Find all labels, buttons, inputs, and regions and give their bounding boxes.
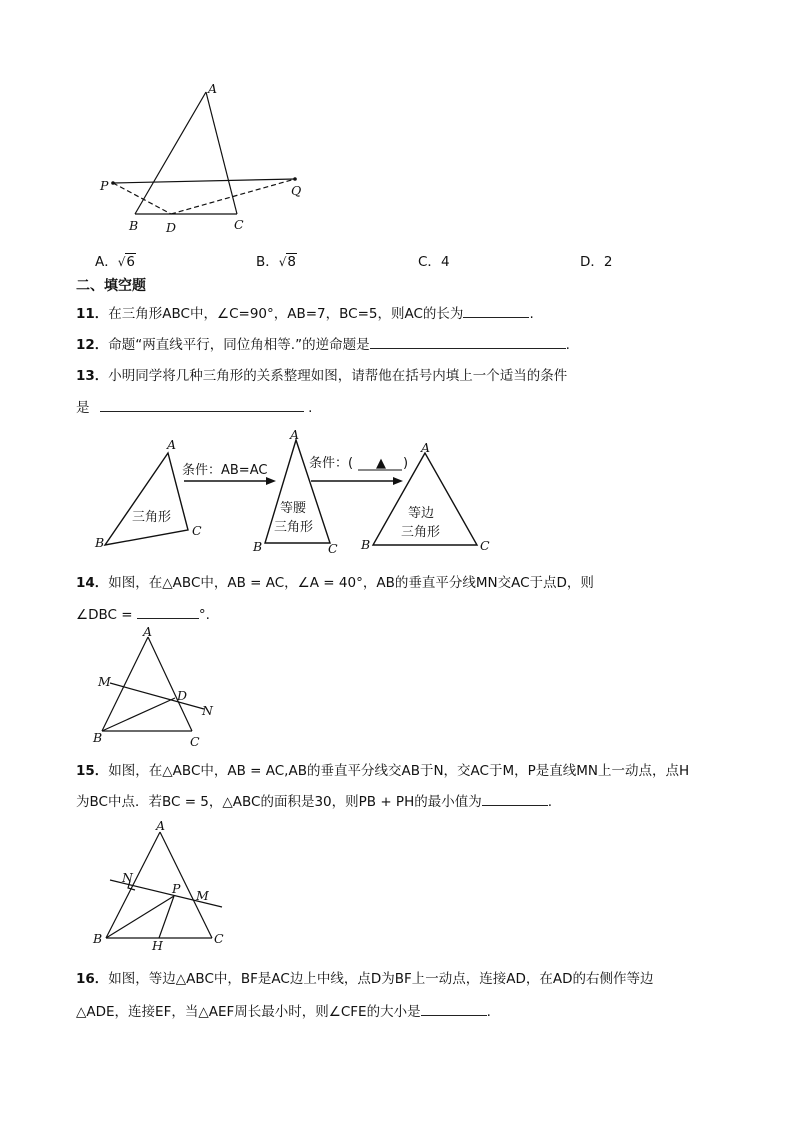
question-13-line2: 是 . [76,396,312,416]
question-14-line2: ∠DBC = °. [76,604,210,623]
t3-B: B [361,537,371,552]
label-P: P [100,178,109,193]
label-A: A [143,625,153,639]
label-C: C [190,734,200,749]
question-15-line2: 为BC中点．若BC = 5，△ABC的面积是30，则PB + PH的最小值为 . [76,790,552,810]
question-13: 13．小明同学将几种三角形的关系整理如图，请帮他在括号内填上一个适当的条件 [76,368,568,384]
t2-A: A [290,427,300,442]
label-B: B [93,931,103,946]
figure-q10 [95,82,315,237]
t3a-label: 等边 [408,506,435,521]
label-N: N [202,703,213,718]
cond2-mark: ▲ [376,456,386,471]
label-D: D [166,220,177,235]
cond1-label: 条件：AB=AC [182,463,268,478]
t2-C: C [328,541,338,556]
cond2-suffix: ) [403,456,409,471]
answer-blank-14[interactable] [137,604,199,619]
choice-c-value: 4 [440,254,450,270]
question-16: 16．如图，等边△ABC中，BF是AC边上中线，点D为BF上一动点，连接AD，在AD的右侧作等边 [76,971,654,987]
label-H: H [152,938,163,953]
question-14: 14．如图，在△ABC中，AB = AC，∠A = 40°，AB的垂直平分线MN交AC于点D，则 [76,575,594,591]
t1-C: C [192,523,202,538]
label-N: N [122,870,133,885]
label-D: D [177,688,188,703]
t1-B: B [95,535,105,550]
choice-d-value: 2 [603,254,613,270]
answer-blank-15[interactable] [482,791,548,806]
label-B: B [93,730,103,745]
answer-blank-12[interactable] [370,334,566,349]
label-M: M [98,674,111,689]
t3b-label: 三角形 [401,525,441,540]
label-M: M [196,888,209,903]
figure-q14 [90,625,230,750]
t3-A: A [421,440,431,455]
label-A: A [208,82,218,96]
label-C: C [214,931,224,946]
choice-b[interactable]: B．√8 [256,254,297,270]
figure-q15 [90,818,235,953]
t1-label: 三角形 [132,510,172,525]
label-C: C [234,217,244,232]
choice-a-value: 6 [126,254,135,270]
section-title: 二、填空题 [76,278,146,294]
label-A: A [156,818,166,833]
question-15: 15．如图，在△ABC中，AB = AC,AB的垂直平分线交AB于N，交AC于M，P是直线MN上一动点，点H [76,763,690,779]
t2-B: B [253,539,263,554]
t2a-label: 等腰 [280,501,307,516]
choice-a[interactable]: A．√6 [95,254,135,270]
label-B: B [129,218,139,233]
t1-A: A [167,437,177,452]
answer-blank-13[interactable] [100,397,304,412]
t3-C: C [480,538,490,553]
question-11: 11．在三角形ABC中，∠C=90°，AB=7，BC=5，则AC的长为 . [76,302,534,322]
cond2-prefix: 条件：( [309,456,354,471]
label-Q: Q [291,183,302,198]
question-12: 12．命题“两直线平行，同位角相等.”的逆命题是 . [76,333,570,353]
question-16-line2: △ADE，连接EF，当△AEF周长最小时，则∠CFE的大小是 . [76,1000,491,1020]
choice-c[interactable]: C．4 [418,254,450,270]
figure-q13 [90,425,510,560]
answer-blank-11[interactable] [463,303,529,318]
label-P: P [172,881,181,896]
t2b-label: 三角形 [274,520,314,535]
choice-d[interactable]: D．2 [580,254,613,270]
choice-b-value: 8 [287,254,297,270]
answer-blank-16[interactable] [421,1001,487,1016]
